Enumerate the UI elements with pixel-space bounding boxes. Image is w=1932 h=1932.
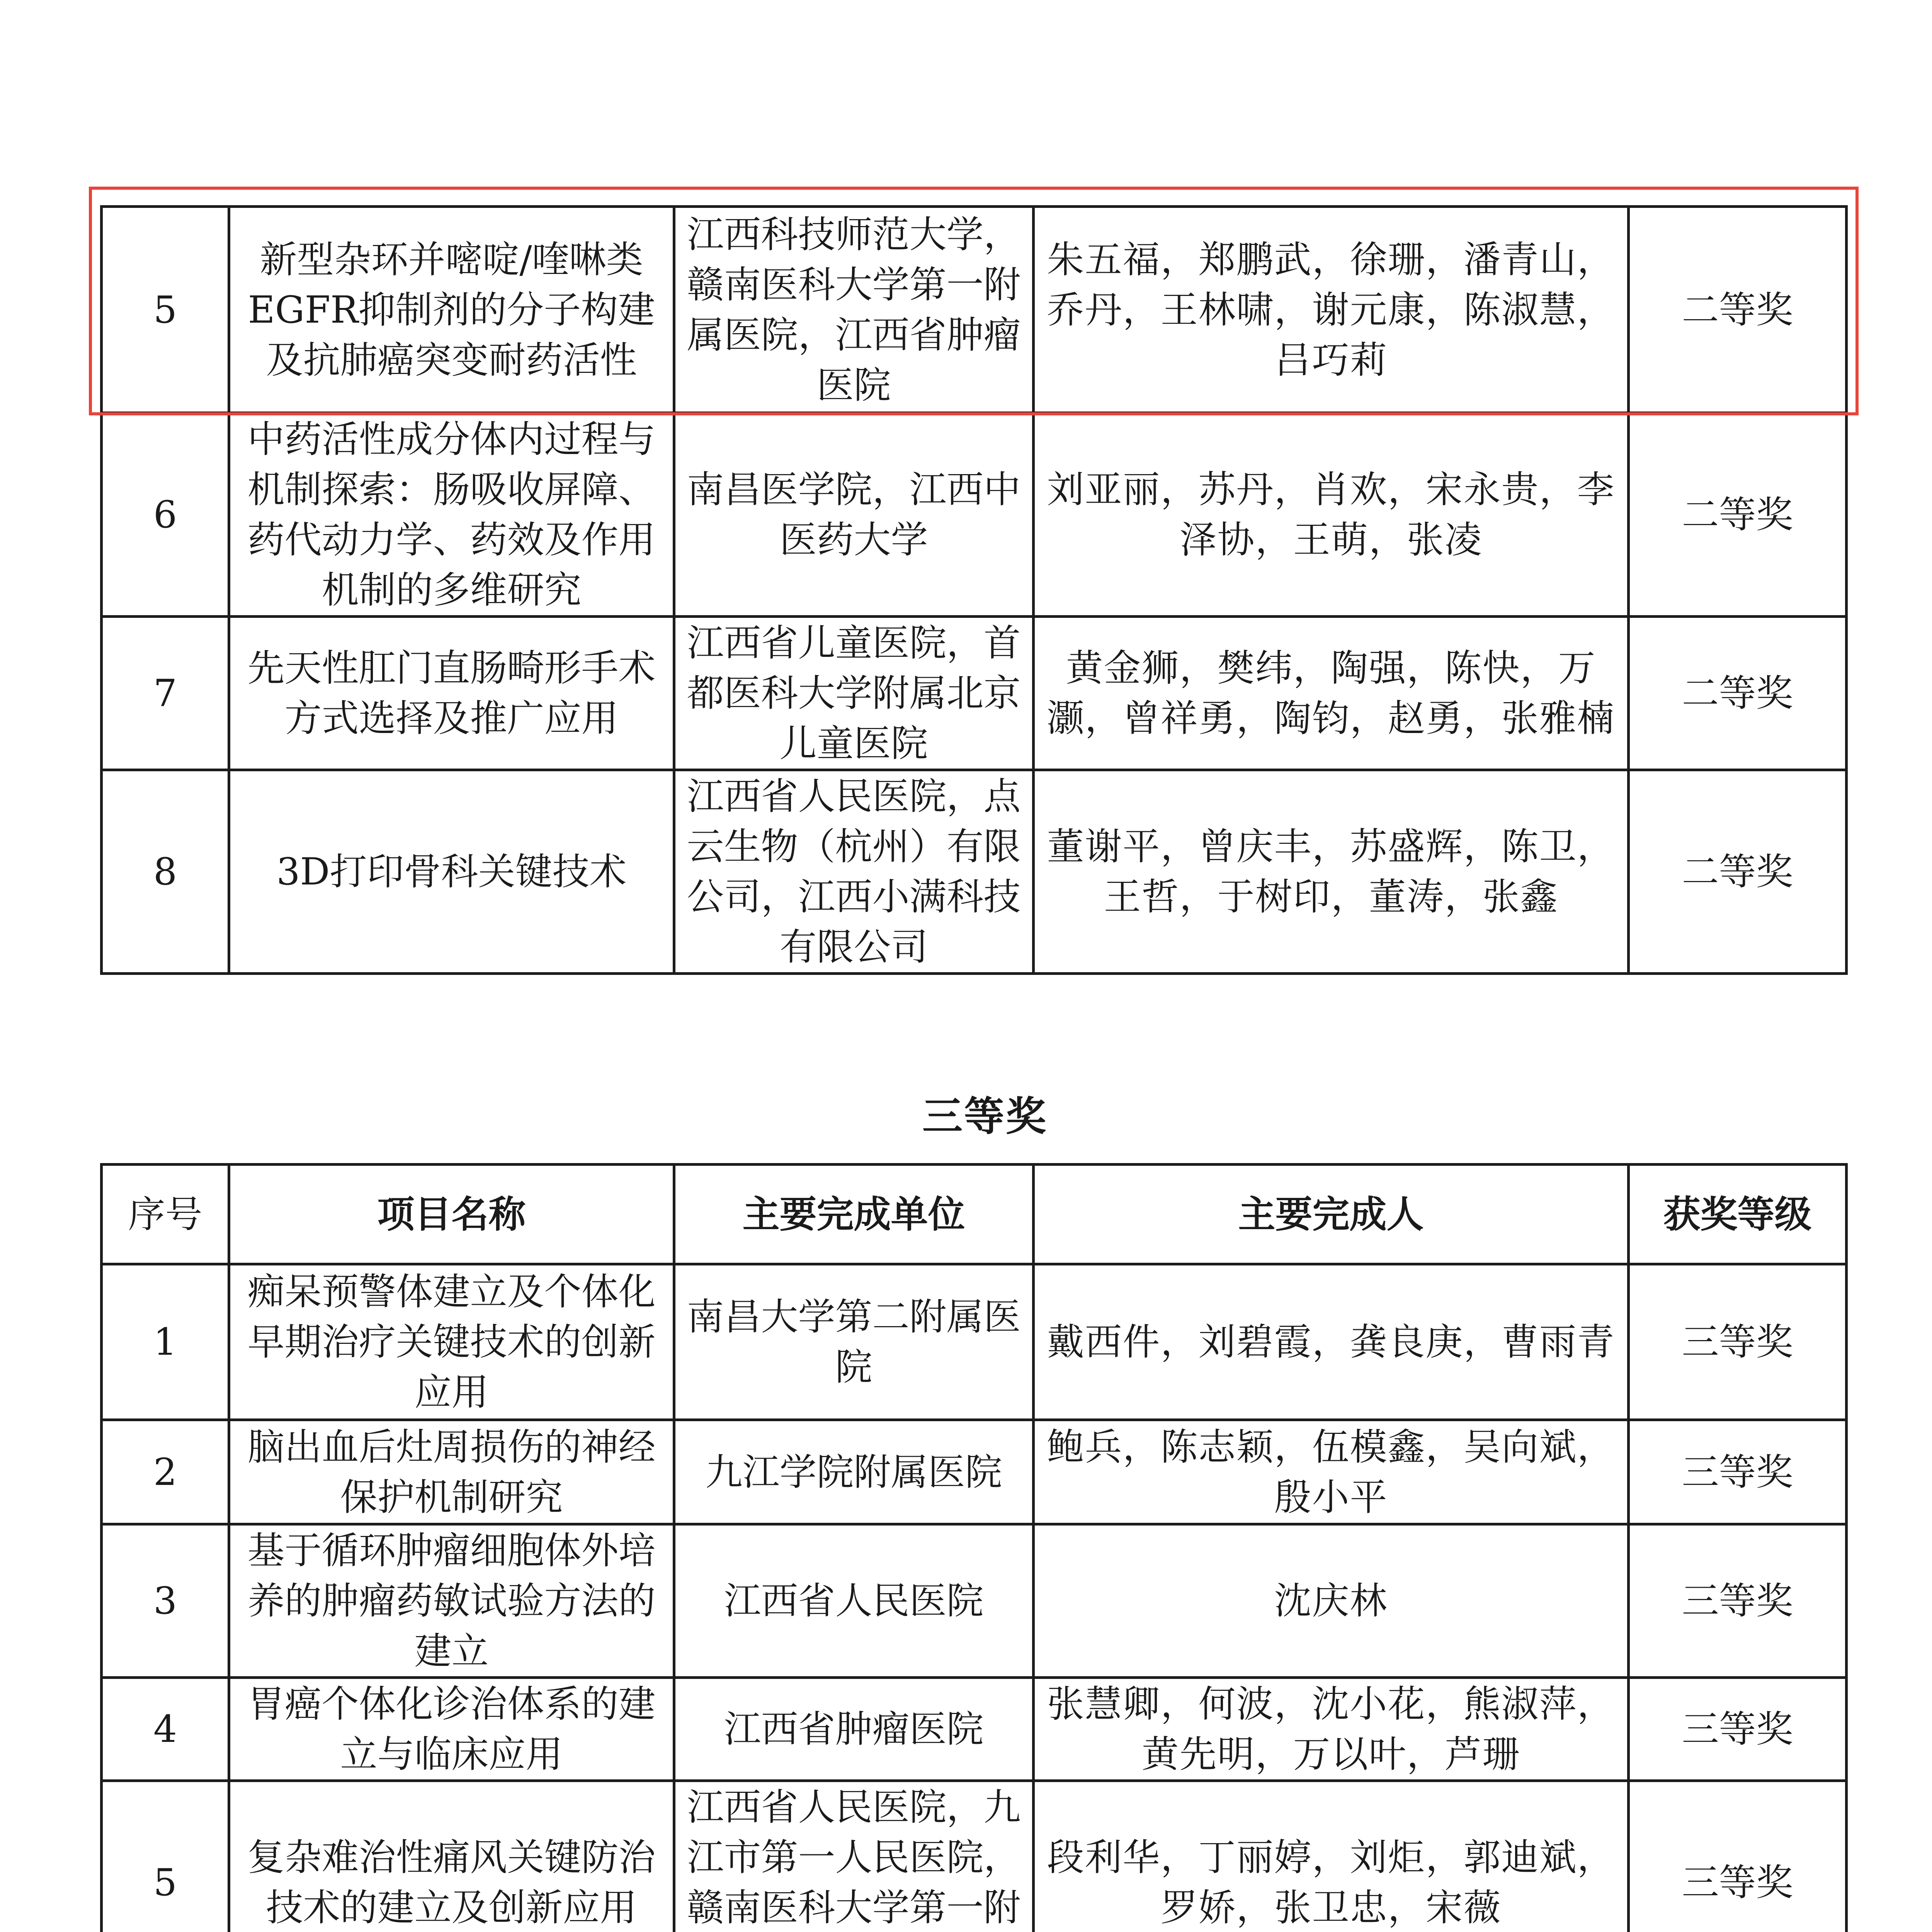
- table-row: [102, 207, 1847, 413]
- completers: 鲍兵，陈志颖，伍模鑫，吴向斌，殷小平: [1034, 1420, 1629, 1524]
- project-name: 中药活性成分体内过程与机制探索：肠吸收屏障、药代动力学、药效及作用机制的多维研究: [229, 413, 674, 617]
- award-level: 二等奖: [1629, 770, 1847, 974]
- completers: 段利华，丁丽婷，刘炬，郭迪斌，罗娇，张卫忠，宋薇: [1034, 1781, 1629, 1932]
- award-level: 三等奖: [1629, 1524, 1847, 1678]
- table-row: [102, 770, 1847, 974]
- table-row: [102, 413, 1847, 617]
- completers: 黄金狮，樊纬，陶强，陈快，万灏，曾祥勇，陶钧，赵勇，张雅楠: [1034, 617, 1629, 770]
- award-level: 三等奖: [1629, 1678, 1847, 1781]
- award-level: 二等奖: [1629, 207, 1847, 413]
- completers: 董谢平，曾庆丰，苏盛辉，陈卫，王哲，于树印，董涛，张鑫: [1034, 770, 1629, 974]
- project-name: 新型杂环并嘧啶/喹啉类EGFR抑制剂的分子构建及抗肺癌突变耐药活性: [229, 207, 674, 413]
- completion-unit: 江西科技师范大学，赣南医科大学第一附属医院，江西省肿瘤医院: [674, 207, 1034, 413]
- completers: 张慧卿，何波，沈小花，熊淑萍，黄先明，万以叶，芦珊: [1034, 1678, 1629, 1781]
- section-heading: 三等奖: [922, 1093, 1048, 1140]
- completers: 沈庆林: [1034, 1524, 1629, 1678]
- project-name: 胃癌个体化诊治体系的建立与临床应用: [229, 1678, 674, 1781]
- header-project-name: 项目名称: [229, 1165, 674, 1264]
- header-level: 获奖等级: [1629, 1165, 1847, 1264]
- completion-unit: 江西省儿童医院，首都医科大学附属北京儿童医院: [674, 617, 1034, 770]
- project-name: 痴呆预警体建立及个体化早期治疗关键技术的创新应用: [229, 1264, 674, 1420]
- row-number: 7: [102, 617, 229, 770]
- completion-unit: 江西省人民医院，九江市第一人民医院，赣南医科大学第一附: [674, 1781, 1034, 1932]
- table-header-row: [102, 1165, 1847, 1264]
- table-row: [102, 617, 1847, 770]
- project-name: 基于循环肿瘤细胞体外培养的肿瘤药敏试验方法的建立: [229, 1524, 674, 1678]
- project-name: 脑出血后灶周损伤的神经保护机制研究: [229, 1420, 674, 1524]
- table-row: [102, 1420, 1847, 1524]
- row-number: 5: [102, 207, 229, 413]
- row-number: 4: [102, 1678, 229, 1781]
- award-level: 三等奖: [1629, 1420, 1847, 1524]
- award-level: 三等奖: [1629, 1781, 1847, 1932]
- award-level: 三等奖: [1629, 1264, 1847, 1420]
- completion-unit: 江西省肿瘤医院: [674, 1678, 1034, 1781]
- row-number: 1: [102, 1264, 229, 1420]
- row-number: 5: [102, 1781, 229, 1932]
- project-name: 复杂难治性痛风关键防治技术的建立及创新应用: [229, 1781, 674, 1932]
- header-unit: 主要完成单位: [674, 1165, 1034, 1264]
- table-row: [102, 1264, 1847, 1420]
- row-number: 8: [102, 770, 229, 974]
- table-row: [102, 1524, 1847, 1678]
- completion-unit: 江西省人民医院，点云生物（杭州）有限公司，江西小满科技有限公司: [674, 770, 1034, 974]
- table-row: [102, 1678, 1847, 1781]
- project-name: 3D打印骨科关键技术: [229, 770, 674, 974]
- award-level: 二等奖: [1629, 617, 1847, 770]
- completion-unit: 南昌大学第二附属医院: [674, 1264, 1034, 1420]
- table-row: [102, 1781, 1847, 1932]
- completion-unit: 南昌医学院，江西中医药大学: [674, 413, 1034, 617]
- second-prize-table: [100, 205, 1848, 975]
- third-prize-table: [100, 1163, 1848, 1932]
- award-level: 二等奖: [1629, 413, 1847, 617]
- completion-unit: 九江学院附属医院: [674, 1420, 1034, 1524]
- row-number: 6: [102, 413, 229, 617]
- project-name: 先天性肛门直肠畸形手术方式选择及推广应用: [229, 617, 674, 770]
- row-number: 2: [102, 1420, 229, 1524]
- header-number: 序号: [102, 1165, 229, 1264]
- row-number: 3: [102, 1524, 229, 1678]
- header-people: 主要完成人: [1034, 1165, 1629, 1264]
- completers: 刘亚丽，苏丹，肖欢，宋永贵，李泽协，王萌，张凌: [1034, 413, 1629, 617]
- completion-unit: 江西省人民医院: [674, 1524, 1034, 1678]
- completers: 朱五福，郑鹏武，徐珊，潘青山，乔丹，王林啸，谢元康，陈淑慧，吕巧莉: [1034, 207, 1629, 413]
- completers: 戴西件，刘碧霞，龚良庚，曹雨青: [1034, 1264, 1629, 1420]
